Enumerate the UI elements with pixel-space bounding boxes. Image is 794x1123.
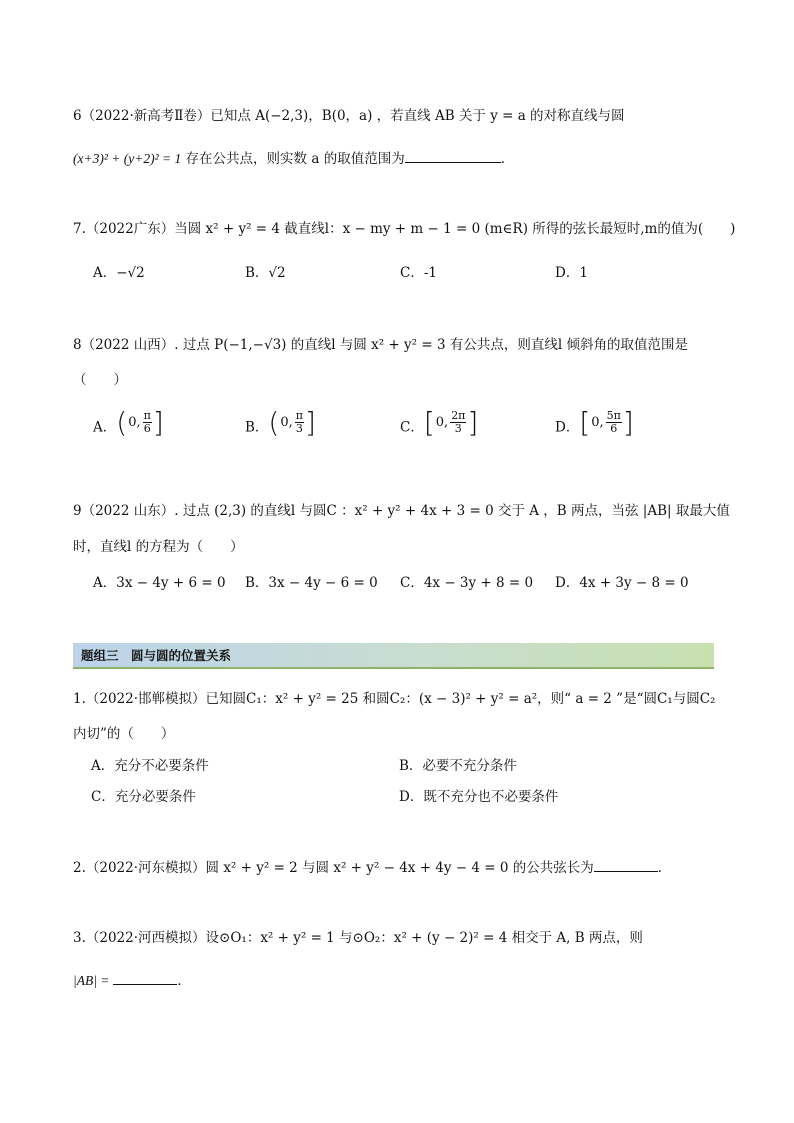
q9-option-a: A．3x − 4y + 6 = 0 [93, 575, 226, 591]
q8-option-c-label: C． [400, 419, 424, 436]
q8-option-c-left-bracket: [ [423, 405, 435, 439]
section-title: 题组三 圆与圆的位置关系 [81, 648, 232, 663]
q7-option-c: C．-1 [400, 265, 437, 281]
q8-line2: （ ） [73, 372, 127, 388]
q8-option-a-right-bracket: ] [152, 405, 164, 439]
s3-ab-length: |AB| = [73, 973, 110, 988]
q7-option-b: B．√2 [245, 265, 286, 281]
q8-option-c: C． [ 0, $\frac{2\pi}{3}$ ] [400, 405, 479, 439]
q8-option-d-left-bracket: [ [579, 405, 591, 439]
q9-option-c: C．4x − 3y + 8 = 0 [400, 575, 534, 591]
q8-option-b-label: B． [245, 419, 269, 436]
q8-option-a-label: A． [93, 419, 117, 436]
s1-option-b: B．必要不充分条件 [399, 758, 517, 774]
q8-option-c-denominator: 3 [454, 422, 462, 435]
q8-option-d: D． [ 0, $\frac{5\pi}{6}$ ] [555, 405, 634, 439]
q9-option-b: B．3x − 4y − 6 = 0 [245, 575, 378, 591]
s2-answer-blank [594, 857, 658, 872]
q6-line2-text: 存在公共点，则实数 a 的取值范围为 [181, 151, 405, 167]
s1-option-a: A．充分不必要条件 [91, 758, 209, 774]
q7-line1: 7.（2022广东）当圆 x² + y² = 4 截直线l：x − my + m − 1 = 0 (m∈R) 所得的弦长最短时,m的值为( ) [73, 221, 736, 237]
q6-line2 [73, 148, 514, 168]
q6-answer-blank [405, 148, 501, 163]
q6-line1: 6（2022·新高考Ⅱ卷）已知点 A(−2,3)，B(0，a) ，若直线 AB 关于 y = a 的对称直线与圆 [73, 108, 625, 124]
q8-option-b-left-bracket: ( [268, 405, 280, 439]
q8-line1: 8（2022 山西）. 过点 P(−1,−√3) 的直线l 与圆 x² + y² = 3 有公共点，则直线l 倾斜角的取值范围是 [73, 337, 688, 353]
q8-option-b-right-bracket: ] [305, 405, 316, 439]
q8-option-c-numerator: 2π [451, 409, 466, 422]
q8-option-a-left-bracket: ( [116, 405, 128, 439]
q9-option-d: D．4x + 3y − 8 = 0 [555, 575, 689, 591]
q9-line2: 时，直线l 的方程为（ ） [73, 539, 244, 555]
s2-text: 2.（2022·河东模拟）圆 x² + y² = 2 与圆 x² + y² − 4x + 4y − 4 = 0 的公共弦长为 [73, 860, 594, 876]
q8-option-a-numerator: π [143, 409, 151, 422]
section-header [73, 643, 714, 669]
s3-answer-blank [113, 970, 177, 985]
q8-option-d-label: D． [555, 419, 580, 436]
q6-circle-equation: (x+3)² + (y+2)² = 1 [73, 151, 182, 166]
q8-option-b-numerator: π [295, 409, 303, 422]
q8-option-b-denominator: 3 [295, 422, 303, 435]
q7-option-a: A．−√2 [93, 265, 145, 281]
s1-option-c: C．充分必要条件 [91, 789, 196, 805]
q8-option-d-numerator: 5π [606, 409, 621, 422]
s2-line1 [73, 857, 671, 877]
q8-option-d-denominator: 6 [610, 422, 618, 435]
s1-line1: 1.（2022·邯郸模拟）已知圆C₁：x² + y² = 25 和圆C₂：(x − 3)² + y² = a²，则“ a = 2 ”是“圆C₁与圆C₂ [73, 691, 716, 707]
q7-option-d: D．1 [555, 265, 588, 281]
s1-line2: 内切”的（ ） [73, 726, 175, 742]
s3-line1: 3.（2022·河西模拟）设⊙O₁：x² + y² = 1 与⊙O₂：x² + (y − 2)² = 4 相交于 A, B 两点，则 [73, 930, 643, 946]
q8-option-c-right-bracket: ] [467, 405, 479, 439]
s3-period: ． [177, 973, 191, 989]
s2-period: ． [657, 860, 672, 876]
q9-line1: 9（2022 山东）. 过点 (2,3) 的直线l 与圆C ：x² + y² + 4x + 3 = 0 交于 A ，B 两点，当弦 |AB| 取最大值 [73, 503, 730, 519]
q8-option-d-right-bracket: ] [622, 405, 634, 439]
q6-period: ． [500, 151, 515, 167]
q8-option-b: B． ( 0, $\frac{\pi}{3}$ ] [245, 405, 316, 439]
s3-line2 [73, 970, 191, 990]
q8-option-a: A． ( 0, $\frac{\pi}{6}$ ] [93, 405, 164, 439]
s1-option-d: D．既不充分也不必要条件 [399, 789, 559, 805]
q8-option-a-denominator: 6 [143, 422, 151, 435]
